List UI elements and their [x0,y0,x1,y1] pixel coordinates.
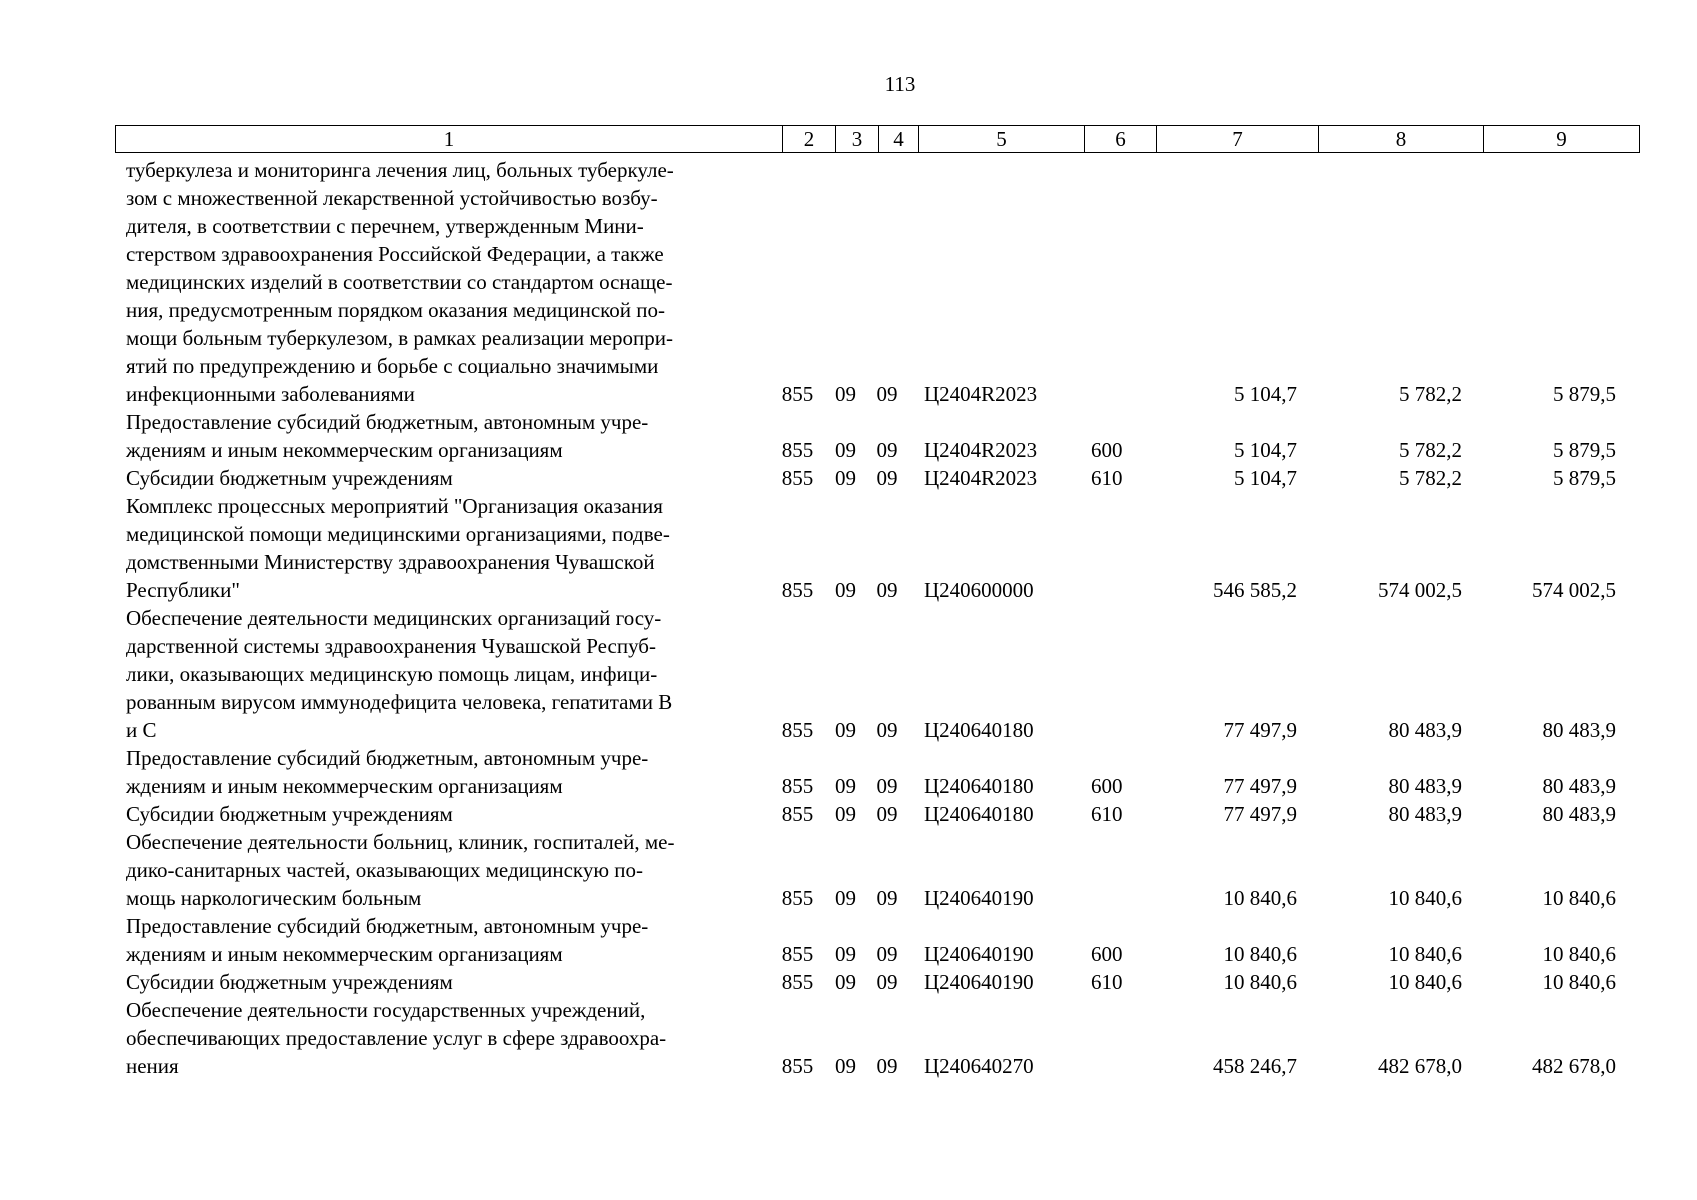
row-col-4: 09 [876,1054,898,1078]
table-body [115,156,1648,1080]
row-col-9: 5 879,5 [1553,466,1616,490]
row-col-7: 77 497,9 [1223,774,1297,798]
row-col-3: 09 [835,802,856,826]
row-col-5: Ц240640180 [924,718,1034,742]
table-row [115,912,1648,968]
row-col-2: 855 [781,438,814,462]
row-col-9: 5 879,5 [1553,382,1616,406]
row-description: Комплекс процессных мероприятий "Организация оказания медицинской помощи медицинскими организациями, подве- домственными Министерству здравоохранения Чувашской Республики" [126,494,670,602]
row-col-9: 80 483,9 [1542,718,1616,742]
row-description: Предоставление субсидий бюджетным, автономным учре- ждениям и иным некоммерческим организациям [126,410,649,462]
row-col-4: 09 [876,382,898,406]
row-col-2: 855 [781,1054,814,1078]
row-col-3: 09 [835,718,856,742]
row-col-9: 5 879,5 [1553,438,1616,462]
table-row [115,464,1648,492]
table-row [115,156,1648,408]
row-col-4: 09 [876,942,898,966]
row-col-4: 09 [876,886,898,910]
row-description: Обеспечение деятельности больниц, клиник, госпиталей, ме- дико-санитарных частей, оказывающих медицинскую по- мощь наркологическим больным [126,830,675,910]
row-col-3: 09 [835,886,856,910]
row-col-6: 610 [1091,970,1123,994]
row-col-7: 77 497,9 [1223,718,1297,742]
row-col-4: 09 [876,802,898,826]
row-col-3: 09 [835,970,856,994]
row-col-2: 855 [781,774,814,798]
row-col-8: 5 782,2 [1399,466,1462,490]
row-col-3: 09 [835,466,856,490]
header-col-3: 3 [836,126,879,152]
row-col-7: 77 497,9 [1223,802,1297,826]
row-col-8: 80 483,9 [1388,774,1462,798]
row-col-4: 09 [876,438,898,462]
table-row [115,744,1648,800]
row-col-3: 09 [835,578,856,602]
row-col-8: 10 840,6 [1388,970,1462,994]
row-col-8: 80 483,9 [1388,718,1462,742]
row-col-6: 600 [1091,942,1123,966]
row-col-7: 5 104,7 [1234,382,1297,406]
row-col-8: 10 840,6 [1388,942,1462,966]
row-description: Субсидии бюджетным учреждениям [126,970,453,994]
header-col-4: 4 [879,126,919,152]
table-row [115,408,1648,464]
row-description: Обеспечение деятельности медицинских организаций госу- дарственной системы здравоохранения Чувашской Респуб- лики, оказывающих медицинскую помощь лицам, инфици- рованным вирусом иммунодефицита человека, гепатитами В и С [126,606,673,742]
row-col-4: 09 [876,718,898,742]
row-col-7: 546 585,2 [1213,578,1297,602]
header-col-1: 1 [116,126,783,152]
row-col-9: 80 483,9 [1542,802,1616,826]
row-col-6: 600 [1091,438,1123,462]
row-col-9: 10 840,6 [1542,970,1616,994]
row-description: туберкулеза и мониторинга лечения лиц, больных туберкуле- зом с множественной лекарственной устойчивостью возбу- дителя, в соответствии с перечнем, утвержденным Мини- стерством здравоохранения Российской Федерации, а также медицинских изделий в соответствии со стандартом оснаще- ния, предусмотренным порядком оказания медицинской по- мощи больным туберкулезом, в рамках реализации меропри- ятий по предупреждению и борьбе с социально значимыми инфекционными заболеваниями [126,158,674,406]
row-col-8: 5 782,2 [1399,382,1462,406]
row-col-4: 09 [876,970,898,994]
row-col-5: Ц240640190 [924,970,1034,994]
row-description: Предоставление субсидий бюджетным, автономным учре- ждениям и иным некоммерческим организациям [126,914,649,966]
header-col-8: 8 [1319,126,1484,152]
row-col-8: 482 678,0 [1378,1054,1462,1078]
row-col-2: 855 [781,466,814,490]
table-row [115,604,1648,744]
row-col-5: Ц2404R2023 [924,438,1038,462]
header-col-2: 2 [783,126,836,152]
row-col-3: 09 [835,382,856,406]
row-col-7: 10 840,6 [1223,970,1297,994]
table-header [115,125,1640,153]
row-col-4: 09 [876,466,898,490]
row-col-3: 09 [835,1054,856,1078]
row-col-4: 09 [876,578,898,602]
row-col-6: 600 [1091,774,1123,798]
row-col-8: 5 782,2 [1399,438,1462,462]
row-col-5: Ц240640190 [924,942,1034,966]
row-description: Субсидии бюджетным учреждениям [126,466,453,490]
row-col-5: Ц2404R2023 [924,382,1038,406]
header-col-6: 6 [1085,126,1157,152]
row-description: Обеспечение деятельности государственных учреждений, обеспечивающих предоставление услуг в сфере здравоохра- нения [126,998,667,1078]
row-col-2: 855 [781,802,814,826]
row-col-2: 855 [781,942,814,966]
row-col-2: 855 [781,970,814,994]
row-col-6: 610 [1091,466,1123,490]
row-col-7: 458 246,7 [1213,1054,1297,1078]
row-col-7: 5 104,7 [1234,466,1297,490]
table-row [115,996,1648,1080]
row-col-3: 09 [835,438,856,462]
row-col-9: 482 678,0 [1532,1054,1616,1078]
page-number: 113 [884,72,916,96]
row-col-5: Ц240640180 [924,802,1034,826]
table-row [115,800,1648,828]
table-row [115,492,1648,604]
row-col-7: 10 840,6 [1223,942,1297,966]
row-col-7: 5 104,7 [1234,438,1297,462]
row-col-5: Ц240640270 [924,1054,1034,1078]
row-col-2: 855 [781,718,814,742]
row-col-8: 574 002,5 [1378,578,1462,602]
row-col-9: 10 840,6 [1542,886,1616,910]
row-col-5: Ц240640190 [924,886,1034,910]
row-col-6: 610 [1091,802,1123,826]
table-row [115,968,1648,996]
row-description: Субсидии бюджетным учреждениям [126,802,453,826]
row-col-8: 80 483,9 [1388,802,1462,826]
header-col-9: 9 [1556,127,1567,151]
row-col-5: Ц240600000 [924,578,1034,602]
row-col-4: 09 [876,774,898,798]
row-col-8: 10 840,6 [1388,886,1462,910]
row-col-9: 10 840,6 [1542,942,1616,966]
row-col-9: 574 002,5 [1532,578,1616,602]
row-col-5: Ц2404R2023 [924,466,1038,490]
row-col-3: 09 [835,774,856,798]
row-col-9: 80 483,9 [1542,774,1616,798]
table-row [115,828,1648,912]
row-col-2: 855 [781,382,814,406]
header-col-7: 7 [1157,126,1319,152]
row-description: Предоставление субсидий бюджетным, автономным учре- ждениям и иным некоммерческим организациям [126,746,649,798]
header-col-5: 5 [919,126,1085,152]
row-col-2: 855 [781,578,814,602]
row-col-7: 10 840,6 [1223,886,1297,910]
row-col-2: 855 [781,886,814,910]
row-col-5: Ц240640180 [924,774,1034,798]
row-col-3: 09 [835,942,856,966]
